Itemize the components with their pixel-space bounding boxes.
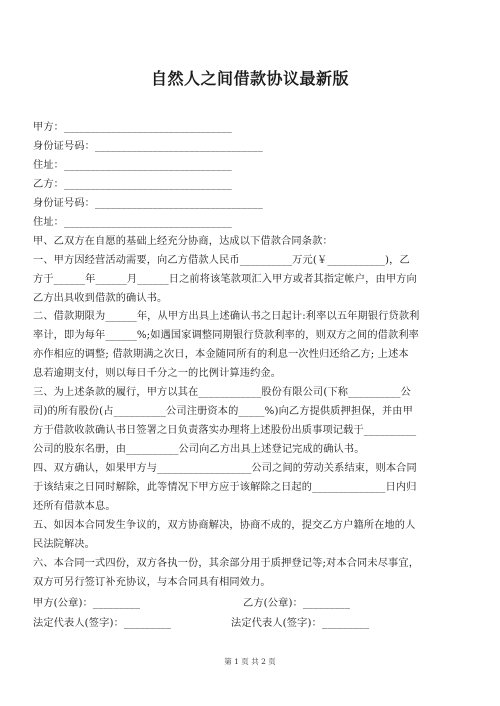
body-line: 率计，即为每年______%;如遇国家调整同期银行贷款利率的，则双方之间的借款利率 <box>33 330 420 341</box>
body-line: 四、双方确认，如果甲方与__________________公司之间的劳动关系结束，则本合同 <box>33 463 417 474</box>
field-party-a: 甲方：________________________________ <box>33 122 232 133</box>
signature-party-b-seal: 乙方(公章)：_________ <box>243 598 351 609</box>
body-line: 息若逾期支付，则以每日千分之一的比例计算违约金。 <box>33 368 282 379</box>
body-line: 六、本合同一式四份，双方各执一份，其余部分用于质押登记等;对本合同未尽事宜， <box>33 558 420 569</box>
body-line: 方于______年______月______日之前将该笔款项汇入甲方或者其指定帐户，由甲方向 <box>33 274 417 285</box>
body-line: 还所有借款本息。 <box>33 501 116 512</box>
field-party-b: 乙方：________________________________ <box>33 179 232 190</box>
page-number: 第 1 页 共 2 页 <box>224 657 276 666</box>
document-title: 自然人之间借款协议最新版 <box>150 69 349 88</box>
body-line: 甲、乙双方在自愿的基础上经充分协商，达成以下借款合同条款： <box>33 236 333 247</box>
body-line: 公司的股东名册，由__________公司向乙方出具上述登记完成的确认书。 <box>33 444 365 455</box>
body-line: 民法院解决。 <box>33 539 96 550</box>
body-line: 三、为上述条款的履行，甲方以其在____________股份有限公司(下称__________公 <box>33 387 411 398</box>
body-line: 亦作相应的调整; 借款期满之次日，本金随同所有的利息一次性归还给乙方; 上述本 <box>33 349 409 360</box>
signature-rep-a: 法定代表人(签字)：_________ <box>33 618 172 629</box>
body-line: 于该结束之日同时解除，此等情况下甲方应于该解除之日起的______________日内归 <box>33 482 417 493</box>
field-address-b: 住址：________________________________ <box>33 217 232 228</box>
body-line: 五、如因本合同发生争议的，双方协商解决，协商不成的，提交乙方户籍所在地的人 <box>33 520 416 531</box>
field-address-a: 住址：________________________________ <box>33 160 232 171</box>
body-line: 双方可另行签订补充协议，与本合同具有相同效力。 <box>33 577 271 588</box>
body-line: 乙方出具收到借款的确认书。 <box>33 293 168 304</box>
field-id-a: 身份证号码：________________________________ <box>33 141 263 152</box>
field-id-b: 身份证号码：________________________________ <box>33 198 263 209</box>
body-line: 一、甲方因经营活动需要，向乙方借款人民币__________万元(￥___________)，乙 <box>33 255 410 266</box>
body-line: 方于借款收款确认书日签署之日负责落实办理将上述股份出质事项记载于__________ <box>33 425 417 436</box>
signature-rep-b: 法定代表人(签字)：_________ <box>231 618 370 629</box>
body-line: 司)的所有股份(占__________公司注册资本的_____%)向乙方提供质押担保，并由甲 <box>33 406 413 417</box>
signature-party-a-seal: 甲方(公章)：_________ <box>33 598 141 609</box>
body-line: 二、借款期限为______年，从甲方出具上述确认书之日起计:利率以五年期银行贷款利 <box>33 311 420 322</box>
